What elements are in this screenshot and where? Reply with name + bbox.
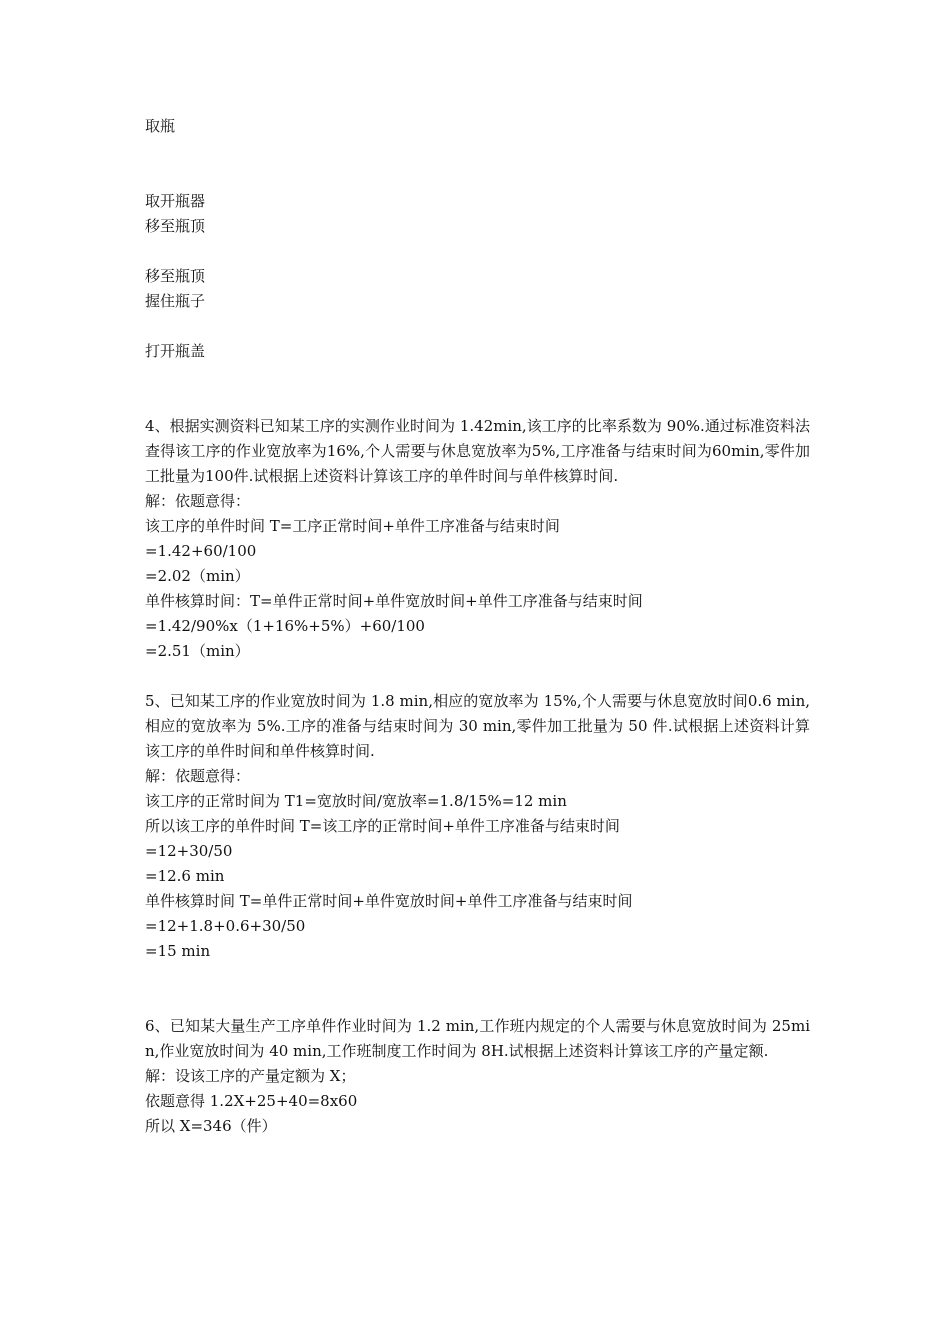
spacer [145,314,810,339]
question-4 [145,414,810,664]
answer-line: =15 min [145,942,211,960]
step-move-to-top: 移至瓶顶 [145,217,206,235]
spacer [145,364,810,414]
answer-line: 依题意得 1.2X+25+40=8x60 [145,1092,358,1110]
answer-line: =1.42/90%x（1+16%+5%）+60/100 [145,617,425,635]
question-5-text: 5、已知某工序的作业宽放时间为 1.8 min,相应的宽放率为 15%,个人需要与休息宽放时间0.6 min,相应的宽放率为 5%.工序的准备与结束时间为 30 min,零件加工批量为 50 件.试根据上述资料计算该工序的单件时间和单件核算时间. [145,692,810,760]
step-open-cap: 打开瓶盖 [145,342,206,360]
answer-line: 解：设该工序的产量定额为 X； [145,1067,356,1085]
step-move-to-top-2: 移至瓶顶 [145,267,206,285]
answer-line: 解：依题意得： [145,492,251,510]
question-6-text: 6、已知某大量生产工序单件作业时间为 1.2 min,工作班内规定的个人需要与休息宽放时间为 25min,作业宽放时间为 40 min,工作班制度工作时间为 8H.试根据上述资料计算该工序的产量定额. [145,1017,810,1060]
spacer [145,964,810,1014]
answer-line: =2.02（min） [145,567,250,585]
answer-line: =1.42+60/100 [145,542,257,560]
answer-line: 单件核算时间：T=单件正常时间+单件宽放时间+单件工序准备与结束时间 [145,592,643,610]
question-4-text: 4、根据实测资料已知某工序的实测作业时间为 1.42min,该工序的比率系数为 90%.通过标准资料法查得该工序的作业宽放率为16%,个人需要与休息宽放率为5%,工序准备与结束时间为60min,零件加工批量为100件.试根据上述资料计算该工序的单件时间与单件核算时间. [145,417,810,485]
answer-line: 所以该工序的单件时间 T=该工序的正常时间+单件工序准备与结束时间 [145,817,620,835]
spacer [145,139,810,189]
step-take-bottle: 取瓶 [145,117,176,135]
answer-line: =12+1.8+0.6+30/50 [145,917,306,935]
answer-line: 该工序的单件时间 T=工序正常时间+单件工序准备与结束时间 [145,517,560,535]
step-take-opener: 取开瓶器 [145,192,206,210]
answer-line: =12+30/50 [145,842,233,860]
answer-line: =2.51（min） [145,642,250,660]
question-6 [145,1014,810,1139]
spacer [145,239,810,264]
answer-line: 单件核算时间 T=单件正常时间+单件宽放时间+单件工序准备与结束时间 [145,892,633,910]
answer-line: 所以 X=346（件） [145,1117,277,1135]
question-5 [145,689,810,964]
spacer [145,664,810,689]
document-body [145,114,810,1139]
answer-line: 该工序的正常时间为 T1=宽放时间/宽放率=1.8/15%=12 min [145,792,567,810]
answer-line: 解：依题意得： [145,767,251,785]
step-hold-bottle: 握住瓶子 [145,292,206,310]
answer-line: =12.6 min [145,867,225,885]
